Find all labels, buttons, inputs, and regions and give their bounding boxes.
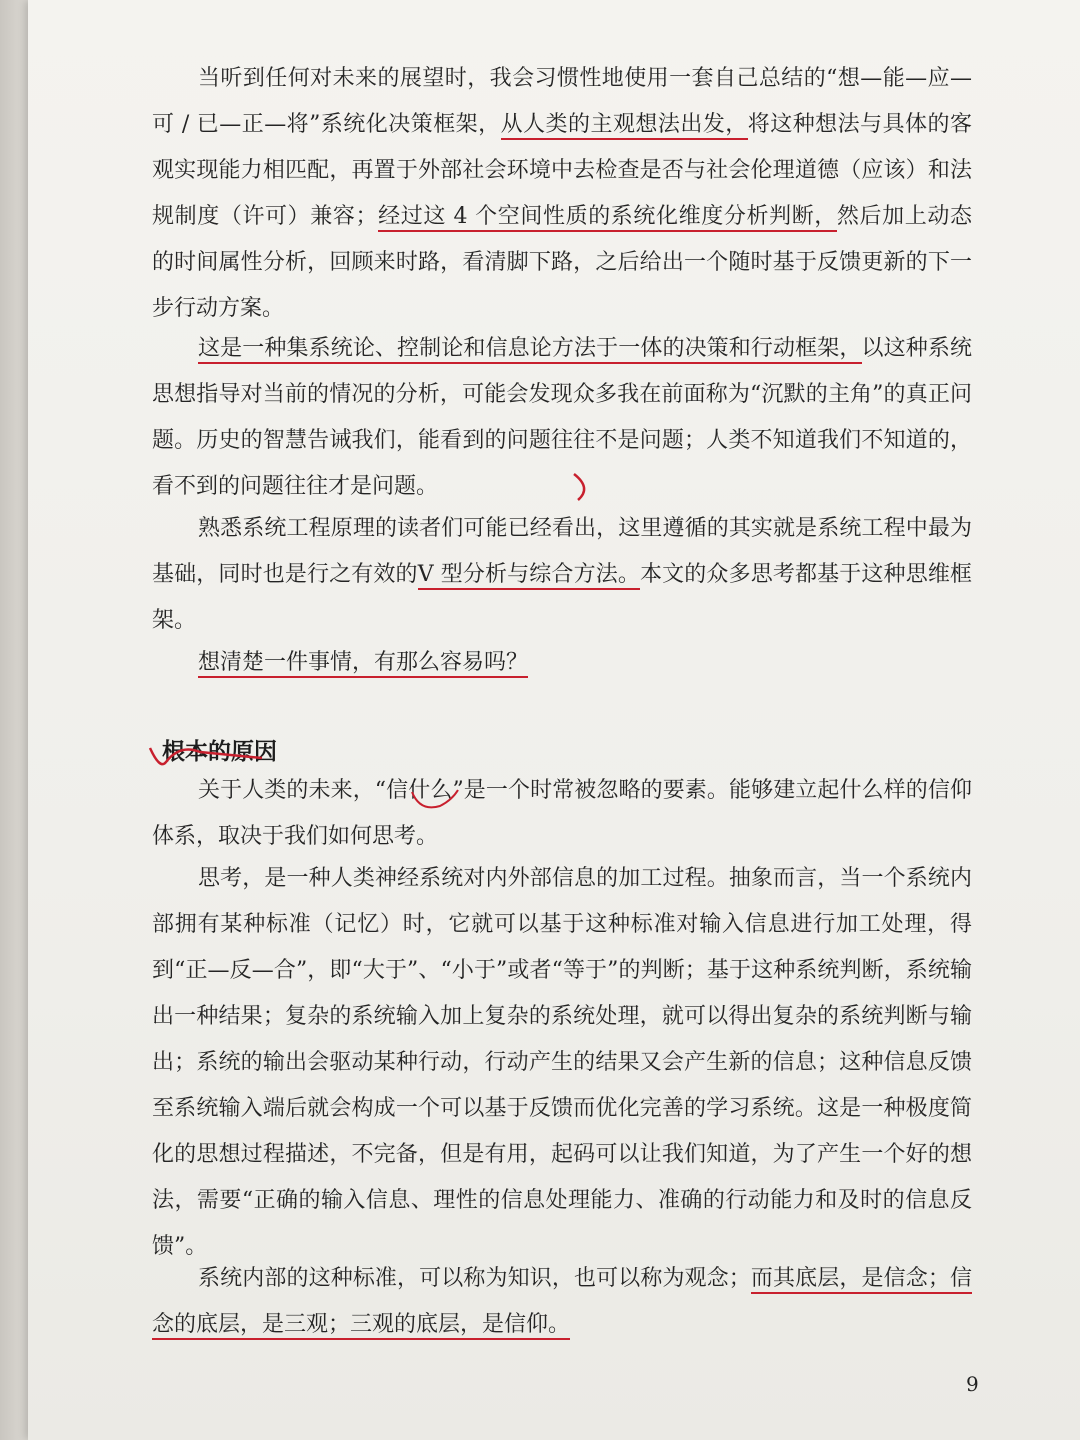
paragraph-conclusion xyxy=(152,1256,972,1348)
page-number: 9 xyxy=(966,1372,979,1396)
text-run: 将这种想法与具体的客观实现能力相匹配，再置于外部社会环境中去检查是否与社会伦理道德（应该）和法规制度（许可）兼容； xyxy=(152,112,972,229)
text-run: 当听到任何对未来的展望时，我会习惯性地使用一套自己总结的“想—能—应—可 / 已—正—将”系统化决策框架， xyxy=(152,66,972,137)
text-run: 系统内部的这种标准，可以称为知识，也可以称为观念； xyxy=(198,1266,751,1291)
paragraph-belief: 关于人类的未来，“信什么”是一个时常被忽略的要素。能够建立起什么样的信仰体系，取决于我们如何思考。 xyxy=(152,778,972,849)
underlined-text: 经过这 4 个空间性质的系统化维度分析判断， xyxy=(378,204,837,232)
text-run: 本文的众多思考都基于这种思维框架。 xyxy=(152,562,972,633)
underlined-text: 信念的底层，是三观；三观的底层，是信仰。 xyxy=(152,1266,972,1340)
underlined-text: V 型分析与综合方法。 xyxy=(418,562,640,590)
paragraph-question xyxy=(152,640,972,686)
text-run: 熟悉系统工程原理的读者们可能已经看出，这里遵循的其实就是系统工程中最为基础，同时也是行之有效的 xyxy=(152,516,972,587)
underlined-text: 从人类的主观想法出发， xyxy=(501,112,748,140)
text-run: 然后加上动态的时间属性分析，回顾来时路，看清脚下路，之后给出一个随时基于反馈更新的下一步行动方案。 xyxy=(152,204,972,321)
underlined-text: 想清楚一件事情，有那么容易吗？ xyxy=(198,650,528,678)
paragraph-decision-framework xyxy=(152,56,972,332)
underlined-text: 而其底层，是信念； xyxy=(751,1266,950,1294)
text-run: 以这种系统思想指导对当前的情况的分析，可能会发现众多我在前面称为“沉默的主角”的真正问题。历史的智慧告诫我们，能看到的问题往往不是问题；人类不知道我们不知道的，看不到的问题往往才是问题。 xyxy=(152,336,972,499)
paragraph-systems-engineering xyxy=(152,506,972,644)
page-edge-shadow xyxy=(0,0,28,1440)
underlined-text: 这是一种集系统论、控制论和信息论方法于一体的决策和行动框架， xyxy=(198,336,862,364)
paragraph-thinking-process: 思考，是一种人类神经系统对内外部信息的加工过程。抽象而言，当一个系统内部拥有某种标准（记忆）时，它就可以基于这种标准对输入信息进行加工处理，得到“正—反—合”，即“大于”、“小于”或者“等于”的判断；基于这种系统判断，系统输出一种结果；复杂的系统输入加上复杂的系统处理，就可以得出复杂的系统判断与输出；系统的输出会驱动某种行动，行动产生的结果又会产生新的信息；这种信息反馈至系统输入端后就会构成一个可以基于反馈而优化完善的学习系统。这是一种极度简化的思想过程描述，不完备，但是有用，起码可以让我们知道，为了产生一个好的想法，需要“正确的输入信息、理性的信息处理能力、准确的行动能力和及时的信息反馈”。 xyxy=(152,866,972,1259)
paragraph-systems-theory xyxy=(152,326,972,510)
section-heading: 根本的原因 xyxy=(162,739,277,765)
